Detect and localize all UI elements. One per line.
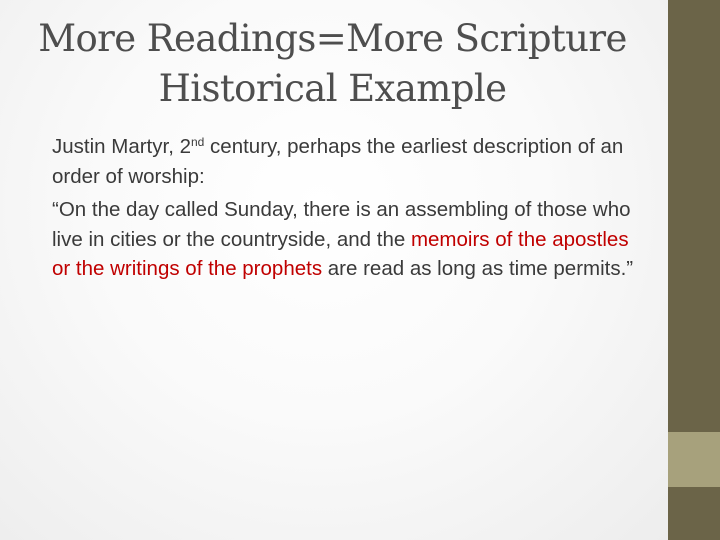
intro-paragraph xyxy=(52,132,642,191)
ordinal-suffix: nd xyxy=(191,135,205,149)
intro-text-start: Justin Martyr, 2 xyxy=(52,135,191,158)
quote-text-start: “On the day called Sunday, there is an assembling of those who live in cities or the countryside, and the xyxy=(52,198,631,251)
slide-title xyxy=(20,14,645,114)
quote-text-end: are read as long as time permits.” xyxy=(322,257,634,280)
title-line-1: More Readings=More Scripture xyxy=(38,17,627,60)
title-line-2: Historical Example xyxy=(158,67,507,110)
intro-text-end: century, perhaps the earliest description of an order of worship: xyxy=(52,135,624,188)
sidebar-accent-block xyxy=(668,432,720,487)
decorative-sidebar xyxy=(668,0,720,540)
slide-body xyxy=(52,132,642,284)
quote-highlight: memoirs of the apostles or the writings of the prophets xyxy=(52,227,629,280)
quote-paragraph xyxy=(52,195,642,284)
